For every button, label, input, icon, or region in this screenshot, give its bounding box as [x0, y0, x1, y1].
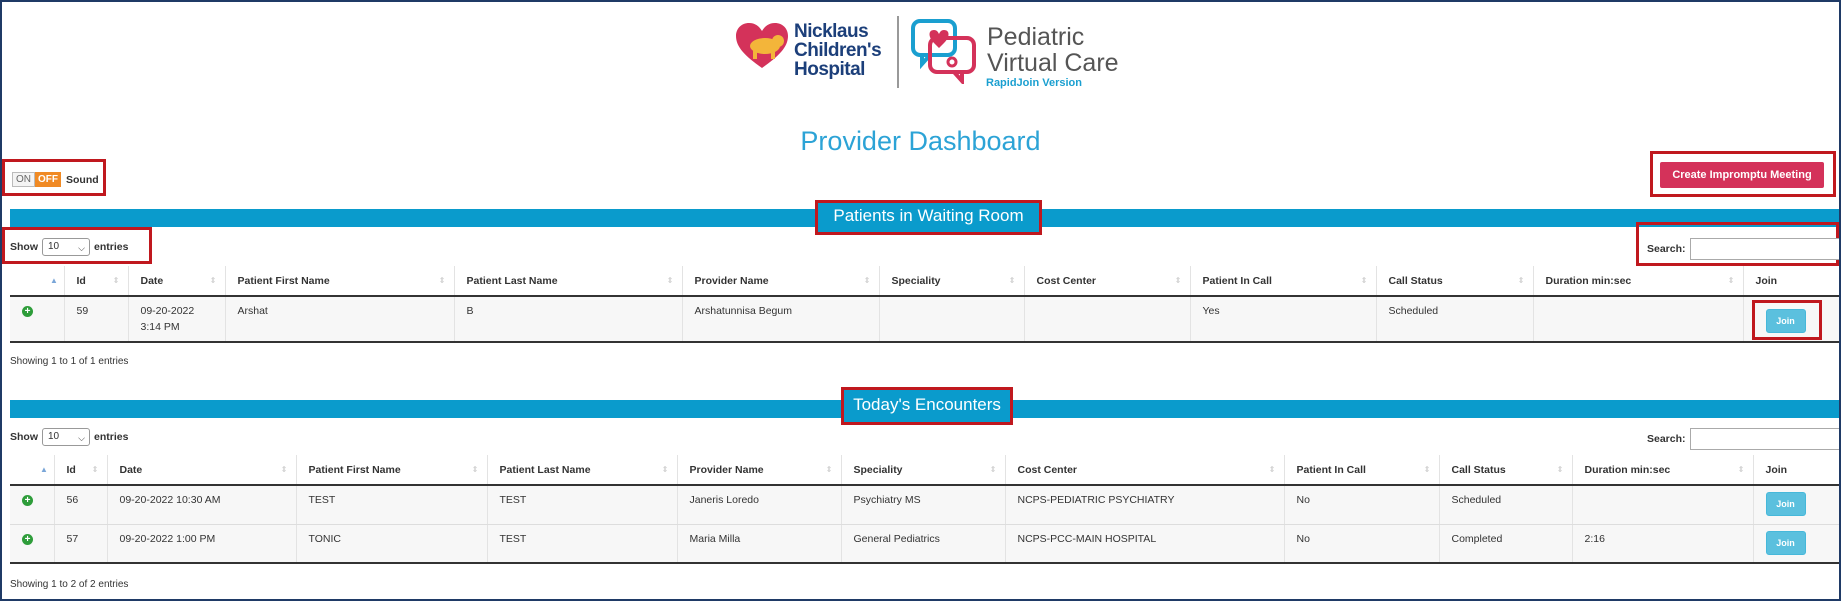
column-header[interactable]: Join: [1753, 455, 1839, 485]
cell-id: 56: [54, 485, 107, 524]
column-header[interactable]: Duration min:sec ⇕: [1533, 266, 1743, 296]
cell-duration: [1533, 296, 1743, 342]
sound-on-option[interactable]: ON: [12, 172, 35, 187]
cell-date: [128, 296, 225, 342]
cell-in-call: No: [1284, 524, 1439, 563]
page-title: Provider Dashboard: [800, 126, 1041, 156]
column-header[interactable]: Speciality ⇕: [879, 266, 1024, 296]
column-header[interactable]: Date ⇕: [107, 455, 296, 485]
table-header-row: [10, 455, 1839, 485]
cell-provider: Arshatunnisa Begum: [682, 296, 879, 342]
heart-bear-icon: [735, 22, 789, 70]
sound-toggle[interactable]: [12, 172, 99, 187]
search-label: Search:: [1647, 243, 1686, 255]
create-impromptu-meeting-button[interactable]: Create Impromptu Meeting: [1660, 162, 1824, 188]
cell-date: 09-20-2022 1:00 PM: [107, 524, 296, 563]
waiting-table-info: Showing 1 to 1 of 1 entries: [10, 356, 129, 367]
column-header[interactable]: Id ⇕: [64, 266, 128, 296]
encounters-search-input[interactable]: [1690, 428, 1839, 450]
cell-join: [1743, 296, 1839, 342]
cell-first-name: TEST: [296, 485, 487, 524]
cell-status: Scheduled: [1439, 485, 1572, 524]
cell-status: Scheduled: [1376, 296, 1533, 342]
column-header[interactable]: Patient Last Name ⇕: [487, 455, 677, 485]
app-version: RapidJoin Version: [986, 77, 1082, 89]
waiting-room-title: Patients in Waiting Room: [833, 206, 1024, 225]
waiting-entries-select[interactable]: [42, 238, 90, 256]
impromptu-highlight: [1650, 151, 1836, 197]
cell-in-call: No: [1284, 485, 1439, 524]
table-row: [10, 524, 1839, 563]
cell-status: Completed: [1439, 524, 1572, 563]
cell-cost-center: [1024, 296, 1190, 342]
cell-cost-center: NCPS-PEDIATRIC PSYCHIATRY: [1005, 485, 1284, 524]
encounters-table: [10, 455, 1839, 564]
waiting-show-entries: [10, 238, 128, 256]
cell-last-name: TEST: [487, 524, 677, 563]
column-header[interactable]: Call Status ⇕: [1439, 455, 1572, 485]
hospital-name: Nicklaus Children's Hospital: [794, 21, 882, 80]
column-header[interactable]: Provider Name ⇕: [682, 266, 879, 296]
cell-date: 09-20-2022 10:30 AM: [107, 485, 296, 524]
cell-provider: Maria Milla: [677, 524, 841, 563]
expand-cell: [10, 524, 54, 563]
cell-in-call: Yes: [1190, 296, 1376, 342]
table-row: [10, 485, 1839, 524]
cell-duration: [1572, 485, 1753, 524]
time-line: 3:14 PM: [140, 321, 180, 333]
expand-column-header[interactable]: ▲: [10, 455, 54, 485]
expand-row-icon[interactable]: +: [22, 306, 33, 317]
cell-id: 59: [64, 296, 128, 342]
encounters-table-info: Showing 1 to 2 of 2 entries: [10, 579, 129, 590]
column-header[interactable]: Call Status ⇕: [1376, 266, 1533, 296]
column-header[interactable]: Id ⇕: [54, 455, 107, 485]
cell-id: 57: [54, 524, 107, 563]
entries-value: 10: [48, 241, 60, 252]
cell-speciality: General Pediatrics: [841, 524, 1005, 563]
cell-speciality: Psychiatry MS: [841, 485, 1005, 524]
cell-last-name: B: [454, 296, 682, 342]
join-button[interactable]: Join: [1766, 309, 1806, 333]
sound-off-option[interactable]: OFF: [35, 172, 61, 187]
entries-label: entries: [94, 431, 129, 443]
table-header-row: [10, 266, 1839, 296]
column-header[interactable]: Patient First Name ⇕: [225, 266, 454, 296]
expand-row-icon[interactable]: +: [22, 495, 33, 506]
cell-last-name: TEST: [487, 485, 677, 524]
cell-first-name: Arshat: [225, 296, 454, 342]
column-header[interactable]: Patient In Call ⇕: [1190, 266, 1376, 296]
waiting-search-input[interactable]: [1690, 238, 1839, 260]
header-logo: [732, 14, 1132, 94]
column-header[interactable]: Duration min:sec ⇕: [1572, 455, 1753, 485]
sound-label: Sound: [66, 173, 99, 186]
expand-row-icon[interactable]: +: [22, 534, 33, 545]
encounters-title-highlight: [841, 387, 1013, 425]
cell-cost-center: NCPS-PCC-MAIN HOSPITAL: [1005, 524, 1284, 563]
chevron-down-icon: ⌵: [78, 243, 85, 253]
encounters-entries-select[interactable]: [42, 428, 90, 446]
entries-label: entries: [94, 241, 129, 253]
column-header[interactable]: Join: [1743, 266, 1839, 296]
column-header[interactable]: Date ⇕: [128, 266, 225, 296]
date-line: 09-20-2022: [140, 305, 195, 317]
table-row: [10, 296, 1839, 342]
cell-speciality: [879, 296, 1024, 342]
cell-first-name: TONIC: [296, 524, 487, 563]
join-button[interactable]: Join: [1766, 531, 1806, 555]
column-header[interactable]: Cost Center ⇕: [1005, 455, 1284, 485]
cell-provider: Janeris Loredo: [677, 485, 841, 524]
chevron-down-icon: ⌵: [78, 433, 85, 443]
cell-join: [1753, 524, 1839, 563]
logo-divider: [897, 16, 899, 88]
sound-highlight: [2, 159, 106, 196]
column-header[interactable]: Patient In Call ⇕: [1284, 455, 1439, 485]
column-header[interactable]: Patient First Name ⇕: [296, 455, 487, 485]
show-label: Show: [10, 431, 38, 443]
column-header[interactable]: Provider Name ⇕: [677, 455, 841, 485]
show-label: Show: [10, 241, 38, 253]
encounters-show-entries: [10, 428, 128, 446]
waiting-room-title-highlight: [815, 200, 1042, 235]
waiting-room-table: [10, 266, 1839, 343]
app-name: Pediatric Virtual Care: [987, 23, 1119, 77]
search-label: Search:: [1647, 433, 1686, 445]
encounters-search: [1647, 428, 1839, 450]
column-header[interactable]: Patient Last Name ⇕: [454, 266, 682, 296]
expand-cell: [10, 296, 64, 342]
expand-cell: [10, 485, 54, 524]
cell-join: [1753, 485, 1839, 524]
entries-value: 10: [48, 431, 60, 442]
column-header[interactable]: Speciality ⇕: [841, 455, 1005, 485]
waiting-search: [1647, 238, 1839, 260]
encounters-title: Today's Encounters: [853, 395, 1001, 414]
page: [2, 2, 1839, 599]
column-header[interactable]: Cost Center ⇕: [1024, 266, 1190, 296]
join-highlight: [1752, 300, 1822, 340]
cell-duration: 2:16: [1572, 524, 1753, 563]
virtual-care-heart-icon: [910, 18, 980, 84]
join-button[interactable]: Join: [1766, 492, 1806, 516]
expand-column-header[interactable]: ▲: [10, 266, 64, 296]
